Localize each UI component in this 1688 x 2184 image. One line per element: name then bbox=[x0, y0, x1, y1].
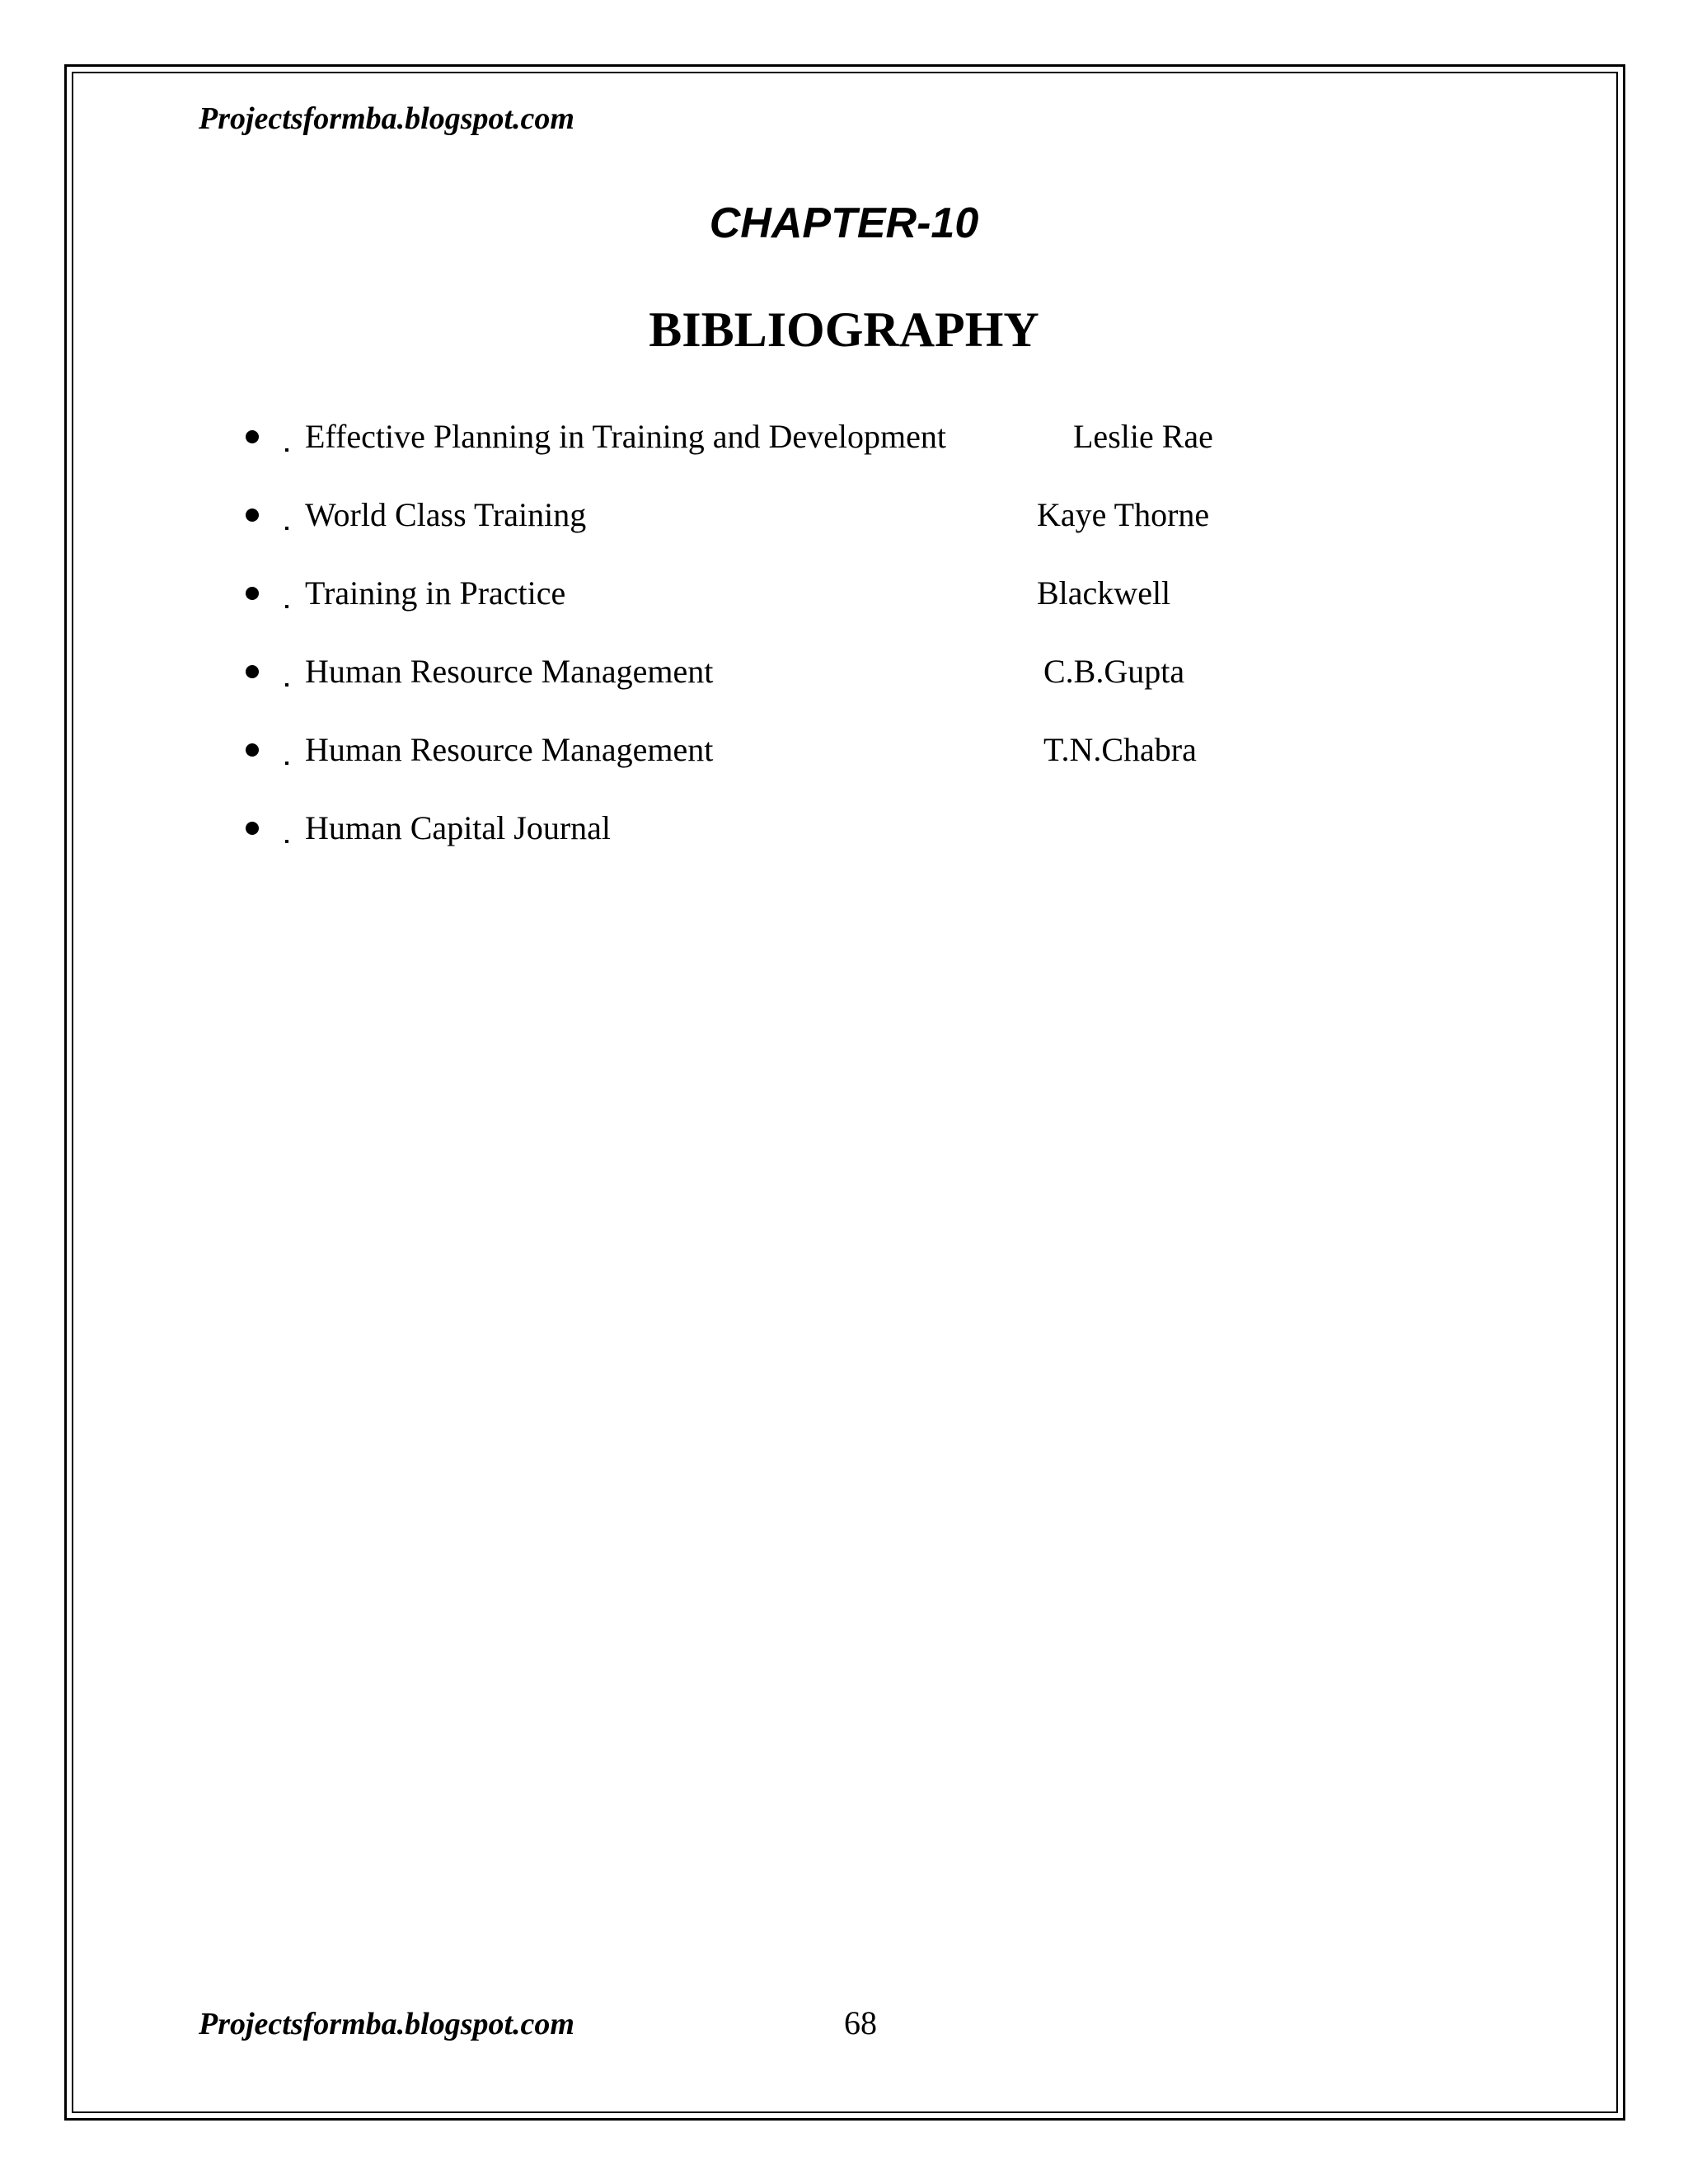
bibliography-list bbox=[0, 0, 1688, 907]
book-author: C.B.Gupta bbox=[1043, 653, 1185, 690]
book-author: Kaye Thorne bbox=[1037, 496, 1210, 533]
list-item bbox=[0, 649, 1688, 698]
book-title: Human Resource Management bbox=[305, 653, 714, 690]
bullet-icon bbox=[246, 743, 259, 757]
header-site-url: Projectsformba.blogspot.com bbox=[199, 101, 574, 136]
list-item bbox=[0, 570, 1688, 620]
book-author: Leslie Rae bbox=[1073, 418, 1213, 455]
bullet-icon bbox=[246, 822, 259, 835]
list-item bbox=[0, 805, 1688, 855]
dot-icon bbox=[285, 605, 288, 608]
dot-icon bbox=[285, 448, 288, 452]
book-title: Training in Practice bbox=[305, 574, 566, 612]
dot-icon bbox=[285, 762, 288, 765]
page-number: 68 bbox=[844, 2004, 877, 2041]
bullet-icon bbox=[246, 509, 259, 522]
dot-icon bbox=[285, 840, 288, 843]
bullet-icon bbox=[246, 430, 259, 443]
chapter-heading: CHAPTER-10 bbox=[709, 199, 979, 247]
book-title: Effective Planning in Training and Development bbox=[305, 418, 947, 455]
book-title: Human Resource Management bbox=[305, 731, 714, 768]
book-author: Blackwell bbox=[1037, 574, 1171, 612]
dot-icon bbox=[285, 683, 288, 687]
list-item bbox=[0, 492, 1688, 541]
list-item bbox=[0, 727, 1688, 776]
dot-icon bbox=[285, 527, 288, 530]
bullet-icon bbox=[246, 587, 259, 600]
list-item bbox=[0, 414, 1688, 463]
page-title: BIBLIOGRAPHY bbox=[649, 302, 1039, 357]
book-title: Human Capital Journal bbox=[305, 809, 612, 846]
bullet-icon bbox=[246, 665, 259, 678]
book-title: World Class Training bbox=[305, 496, 587, 533]
book-author: T.N.Chabra bbox=[1043, 731, 1197, 768]
footer-site-url: Projectsformba.blogspot.com bbox=[199, 2007, 574, 2041]
